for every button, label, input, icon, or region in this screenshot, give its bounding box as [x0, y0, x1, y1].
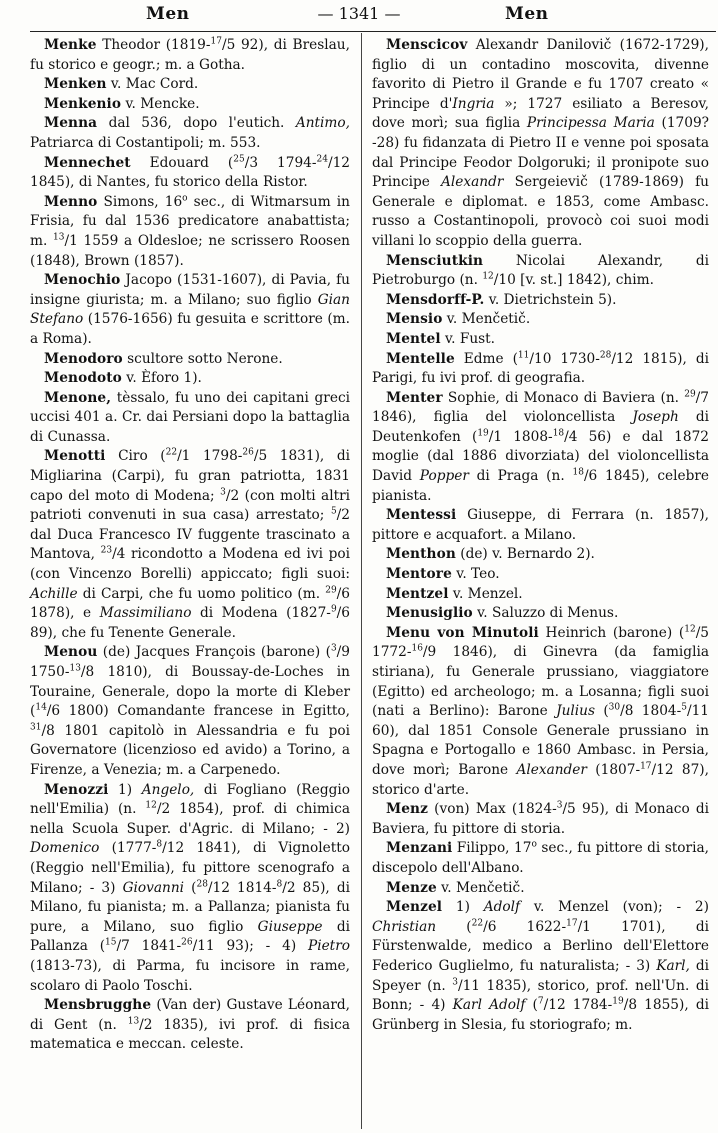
italic-name: Julius	[556, 703, 595, 720]
entry-text: /2 1835), ivi prof. di fisica matematica e meccan. celeste.	[30, 1016, 350, 1053]
dictionary-entry	[372, 898, 709, 1035]
entry-text: Alexandr Danilovič (1672-1729), figlio di un contadino moscovita, divenne favorito di Pietro il Grande e fu 1707 creato « Principe d'	[372, 37, 709, 112]
dictionary-entry	[372, 565, 709, 585]
entry-headword: Menkenio	[44, 95, 122, 112]
entry-text: Giuseppe, di Ferrara (n. 1857), pittore e acquafort. a Milano.	[372, 507, 709, 543]
entry-text: /8 1804-	[620, 703, 682, 720]
entry-headword: Mentore	[386, 566, 452, 583]
dictionary-entry	[372, 389, 709, 507]
dictionary-entry	[30, 350, 350, 370]
entry-text: /6 89), che fu Tenente Generale.	[30, 605, 350, 641]
entry-text: /3 1794-	[244, 154, 317, 171]
entry-headword: Menke	[44, 37, 97, 53]
superscript: 3	[220, 487, 226, 498]
entry-text: /12 1841), di Vignoletto (Reggio nell'Emilia), fu pittore scenografo a Milano; - 3)	[30, 840, 350, 896]
dictionary-entry	[30, 271, 350, 349]
italic-name: Alexander	[516, 761, 587, 778]
dictionary-entry	[372, 252, 709, 291]
italic-name: Massimiliano	[99, 605, 192, 622]
header-rule	[30, 31, 716, 32]
running-head-left: Men	[146, 4, 190, 24]
entry-headword: Mentessi	[386, 507, 457, 524]
entry-text: v. Saluzzo di Menus.	[472, 605, 619, 622]
entry-text: Nicolai Alexandr, di Pietroburgo (n.	[372, 252, 709, 289]
entry-text: 1)	[108, 781, 142, 798]
entry-text: (1807-	[586, 761, 641, 778]
superscript: 26	[242, 447, 254, 458]
entry-headword: Mensio	[386, 311, 443, 328]
entry-text: Jacopo (1531-1607), di Pavia, fu insigne giurista; m. a Milano; suo figlio	[30, 272, 350, 308]
dictionary-entry	[372, 624, 709, 800]
running-head-right: Men	[505, 4, 549, 24]
entry-headword: Mensbrugghe	[44, 997, 152, 1014]
entry-text: /1 1701), di Fürstenwalde, medico a Berlino dell'Elettore Federico Guglielmo, fu naturalista; - 3)	[372, 918, 709, 974]
dictionary-entry	[30, 193, 350, 271]
superscript: 5	[681, 702, 687, 713]
entry-text: /8 1801 capitolò in Alessandria e fu poi Governatore (licenzioso ed avido) a Torino, a Firenze, a Venezia; m. a Carpenedo.	[30, 722, 350, 778]
italic-name: Alexandr	[441, 174, 504, 191]
superscript: 19	[612, 996, 624, 1007]
superscript: 26	[181, 937, 193, 948]
italic-name: Joseph	[632, 409, 679, 426]
superscript: 29	[325, 585, 337, 596]
entry-text: /2 (con molti altri patrioti convenuti in sua casa) arrestato;	[30, 487, 350, 524]
entry-text: /11 93); - 4)	[192, 938, 308, 955]
superscript: 13	[53, 232, 65, 243]
dictionary-entry	[372, 604, 709, 624]
entry-text: /4 ricondotto a Modena ed ivi poi (con Vincenzo Borelli) appiccato; figli suoi:	[30, 546, 351, 583]
entry-text: /8 1855), di Grünberg in Slesia, fu storiografo; m.	[372, 997, 709, 1033]
entry-text: di Speyer (n.	[372, 957, 709, 994]
entry-text: /12 87), storico d'arte.	[372, 761, 709, 798]
entry-text: Sophie, di Monaco di Baviera (n.	[442, 389, 685, 406]
superscript: 13	[69, 663, 81, 674]
entry-text: /10 [v. st.] 1842), chim.	[493, 272, 654, 289]
entry-text: v. Dietrichstein 5).	[484, 291, 617, 308]
dictionary-entry	[372, 291, 709, 311]
entry-text: Filippo, 17	[452, 840, 532, 857]
italic-name: Principessa Maria	[526, 115, 655, 132]
page-number: — 1341 —	[317, 4, 401, 23]
dictionary-entry	[30, 36, 350, 75]
entry-text: (de) Jacques François (barone) (	[97, 644, 331, 661]
superscript: 30	[608, 702, 621, 713]
dictionary-entry	[30, 95, 350, 115]
superscript: 14	[35, 702, 47, 713]
entry-text: v. Menzel.	[448, 585, 523, 602]
superscript: 15	[105, 937, 117, 948]
entry-text: v. Menzel (von); - 2)	[520, 899, 709, 916]
entry-text: /2 dal Duca Francesco IV fuggente trascinato a Mantova,	[30, 507, 350, 563]
entry-headword: Mennechet	[44, 154, 131, 171]
superscript: 22	[165, 447, 178, 458]
entry-text: Edme (	[454, 350, 518, 367]
entry-text: /6 1845), celebre pianista.	[372, 468, 709, 504]
superscript: 3	[556, 800, 563, 811]
superscript: 3	[452, 976, 458, 987]
entry-headword: Mentelle	[386, 350, 455, 367]
column-divider	[361, 33, 362, 1129]
dictionary-entry	[30, 154, 350, 193]
entry-text: (1709?-28) fu fidanzata di Pietro II e venne poi sposata dal Principe Feodor Dolgoruki; il pronipote suo Principe	[372, 115, 709, 191]
dictionary-entry	[30, 75, 350, 95]
dictionary-entry	[372, 879, 709, 899]
superscript: 11	[517, 349, 530, 360]
dictionary-entry	[372, 800, 709, 839]
entry-text: v. Fust.	[440, 330, 496, 347]
entry-text: (1576-1656) fu gesuita e scrittore (m. a Roma).	[30, 311, 350, 347]
entry-text: Sergeievič (1789-1869) fu Generale e diplomat. e 1853, come Ambasc. russo a Costantinopoli, provocò coi suoi modi villani lo scoppio della guerra.	[372, 174, 709, 249]
entry-text: di Pallanza (	[30, 918, 350, 955]
superscript: 12	[145, 800, 157, 811]
entry-headword: Menou	[44, 644, 98, 661]
entry-text: /9 1846), di Ginevra (da famiglia stiriana), fu Generale prussiano, viaggiatore (Egitto) ed archeologo; m. a Losanna; figli suoi (nati a Berlino): Barone	[372, 644, 709, 720]
entry-text: /5 1831), di Migliarina (Carpi), fu gran patriotta, 1831 capo del moto di Modena;	[30, 448, 350, 504]
dictionary-entry	[30, 643, 350, 780]
italic-name: Christian	[372, 918, 437, 935]
superscript: 19	[477, 428, 489, 439]
entry-text: /6 1800) Comandante francese in Egitto,	[46, 703, 350, 720]
italic-name: Ingria	[452, 95, 495, 112]
superscript: 28	[599, 349, 612, 360]
superscript: 28	[196, 878, 208, 889]
superscript: 8	[156, 839, 163, 850]
superscript: o	[531, 839, 537, 850]
entry-text: di Modena (1827-	[191, 605, 331, 622]
superscript: 13	[127, 1016, 140, 1027]
entry-headword: Menodoto	[44, 370, 122, 387]
entry-text: v. Menčetič.	[436, 879, 525, 896]
entry-text: /2 1854), prof. di chimica nella Scuola Super. d'Agric. di Milano; - 2)	[30, 801, 351, 837]
entry-text: /1 1798-	[177, 448, 243, 465]
dictionary-entry	[372, 545, 709, 565]
entry-text: sec., di Witmarsum in Frisia, fu dal 1536 predicatore anabattista; m.	[30, 193, 350, 249]
entry-text: /11 60), dal 1851 Console Generale prussiano in Spagna e Portogallo e 1860 Ambasc. in Persia, dove morì; Barone	[372, 703, 710, 778]
entry-text: /1 1808-	[488, 428, 553, 445]
entry-text: Edouard (	[130, 154, 234, 171]
entry-text: sec., fu pittore di storia, discepolo dell'Albano.	[372, 840, 709, 876]
dictionary-entry	[372, 330, 709, 350]
dictionary-entry	[30, 447, 350, 643]
entry-text: /12 1814-	[207, 879, 277, 896]
entry-text: /5 95), di Monaco di Baviera, fu pittore di storia.	[372, 801, 710, 837]
superscript: 29	[684, 389, 696, 400]
entry-text: scultore sotto Nerone.	[122, 350, 283, 367]
entry-text: di Fogliano (Reggio nell'Emilia) (n.	[30, 781, 350, 818]
dictionary-entry	[30, 996, 350, 1055]
superscript: 25	[233, 154, 245, 164]
entry-text: /5 92), di Breslau, fu storico e geogr.; m. a Gotha.	[30, 37, 350, 73]
left-column	[30, 36, 350, 1055]
entry-text: /12 1845), di Nantes, fu storico della Ristor.	[30, 154, 350, 191]
entry-headword: Menone,	[44, 389, 112, 406]
entry-headword: Mentel	[386, 330, 441, 347]
entry-headword: Menna	[44, 115, 98, 132]
entry-text: di Deutenkofen (	[372, 409, 709, 445]
entry-text: (1813-73), di Parma, fu incisore in rame, scolaro di Paolo Toschi.	[30, 957, 350, 994]
entry-text: v. Menčetič.	[442, 311, 531, 328]
entry-text: v. Èforo 1).	[121, 370, 202, 387]
entry-text: (von) Max (1824-	[427, 801, 557, 818]
entry-headword: Menodoro	[44, 350, 123, 367]
dictionary-entry	[30, 114, 350, 153]
dictionary-entry	[372, 310, 709, 330]
entry-text: /7 1841-	[116, 938, 182, 955]
entry-text: /9 1750-	[30, 644, 350, 680]
superscript: 16	[411, 643, 423, 654]
entry-text: /7 1846), figlia del violoncellista	[372, 389, 709, 426]
superscript: 18	[552, 428, 565, 439]
superscript: 17	[566, 918, 578, 929]
entry-headword: Menthon	[386, 546, 456, 563]
entry-text: tèssalo, fu uno dei capitani greci uccisi 401 a. Cr. dai Persiani dopo la battaglia di Cunassa.	[30, 389, 350, 445]
italic-name: Achille	[30, 585, 78, 602]
entry-headword: Menz	[386, 801, 428, 818]
entry-headword: Menzel	[386, 899, 443, 916]
entry-text: (	[184, 879, 197, 896]
entry-text: 1)	[442, 899, 484, 916]
entry-text: v. Mencke.	[121, 95, 200, 112]
entry-text: Patriarca di Costantipoli; m. 553.	[30, 134, 261, 151]
italic-name: Domenico	[30, 840, 100, 857]
entry-text: /6 1622-	[483, 918, 567, 935]
dictionary-entry	[372, 585, 709, 605]
superscript: 5	[330, 506, 337, 517]
entry-headword: Menter	[386, 389, 443, 406]
entry-text: v. Teo.	[451, 566, 500, 583]
entry-headword: Menozzi	[44, 781, 109, 798]
dictionary-entry	[30, 781, 350, 997]
entry-headword: Mensciutkin	[386, 252, 484, 269]
italic-name: Angelo,	[141, 781, 195, 798]
italic-name: Popper	[419, 468, 469, 485]
superscript: 18	[572, 467, 584, 478]
entry-text: /2 85), di Milano, fu pianista; m. a Pallanza; pianista fu pure, a Milano, suo figlio	[30, 879, 351, 935]
entry-text: /6 1878), e	[30, 585, 350, 622]
entry-headword: Menken	[44, 76, 107, 93]
italic-name: Giuseppe	[257, 918, 323, 935]
entry-headword: Menzani	[386, 840, 453, 857]
dictionary-entry	[372, 36, 709, 252]
entry-text: /4 56) e dal 1872 moglie (dal 1886 divorziata) del violoncellista David	[372, 428, 710, 485]
italic-name: Giovanni	[122, 879, 185, 896]
entry-headword: Menu von Minutoli	[386, 624, 539, 641]
page-header	[0, 0, 718, 30]
entry-headword: Menze	[386, 879, 437, 896]
entry-headword: Menotti	[44, 448, 106, 465]
entry-text: di Praga (n.	[468, 468, 573, 485]
superscript: 17	[640, 761, 652, 772]
superscript: 17	[210, 36, 222, 47]
superscript: o	[182, 193, 188, 204]
dictionary-entry	[372, 350, 709, 389]
superscript: 12	[482, 271, 494, 282]
entry-text: Simons, 16	[97, 193, 183, 210]
entry-text: (	[594, 703, 609, 720]
superscript: 24	[316, 154, 328, 164]
entry-text: v. Mac Cord.	[106, 76, 199, 93]
superscript: 12	[684, 624, 696, 635]
dictionary-entry	[372, 839, 709, 878]
superscript: 3	[330, 643, 337, 654]
entry-text: dal 536, dopo l'eutich.	[97, 115, 296, 132]
dictionary-entry	[30, 369, 350, 389]
italic-name: Karl,	[656, 957, 690, 974]
entry-text: /1 1559 a Oldesloe; ne scrissero Roosen (1848), Brown (1857).	[30, 232, 350, 269]
superscript: 8	[276, 878, 283, 889]
entry-headword: Menno	[44, 193, 98, 210]
entry-headword: Mentzel	[386, 585, 449, 602]
entry-text: Theodor (1819-	[96, 37, 211, 53]
dictionary-entry	[372, 506, 709, 545]
entry-text: (Van der) Gustave Léonard, di Gent (n.	[30, 997, 350, 1033]
entry-text: »; 1727 esiliato a Beresov, dove morì; sua figlia	[372, 95, 709, 132]
superscript: 23	[100, 545, 113, 556]
entry-headword: Menusiglio	[386, 605, 473, 622]
entry-text: /12 1815), di Parigi, fu ivi prof. di geografia.	[372, 350, 709, 387]
entry-text: /10 1730-	[529, 350, 600, 367]
superscript: 7	[537, 996, 544, 1007]
entry-text: (	[525, 997, 538, 1014]
entry-text: (de) v. Bernardo 2).	[455, 546, 595, 563]
entry-text: /11 1835), storico, prof. nell'Un. di Bonn; - 4)	[372, 977, 709, 1014]
entry-headword: Mensdorff-P.	[386, 291, 485, 308]
entry-headword: Menochio	[44, 272, 121, 289]
entry-text: Ciro (	[105, 448, 166, 465]
italic-name: Adolf	[483, 899, 521, 916]
italic-name: Karl Adolf	[452, 997, 526, 1014]
right-column	[372, 36, 709, 1035]
entry-text: /12 1784-	[543, 997, 613, 1014]
italic-name: Antimo,	[295, 115, 350, 132]
entry-headword: Menscicov	[386, 37, 468, 53]
italic-name: Pietro	[308, 938, 350, 955]
entry-text: di Carpi, che fu uomo politico (m.	[77, 585, 326, 602]
superscript: 22	[471, 918, 484, 929]
entry-text: (1777-	[99, 840, 157, 857]
entry-text: (	[436, 918, 472, 935]
superscript: 9	[330, 604, 337, 615]
italic-name: Gian Stefano	[30, 291, 350, 328]
entry-text: /5 1772-	[372, 624, 710, 661]
entry-text: Heinrich (barone) (	[538, 624, 685, 641]
superscript: 31	[30, 722, 42, 733]
entry-text: /8 1810), di Boussay-de-Loches in Touraine, Generale, dopo la morte di Kleber (	[30, 664, 350, 720]
dictionary-entry	[30, 389, 350, 448]
